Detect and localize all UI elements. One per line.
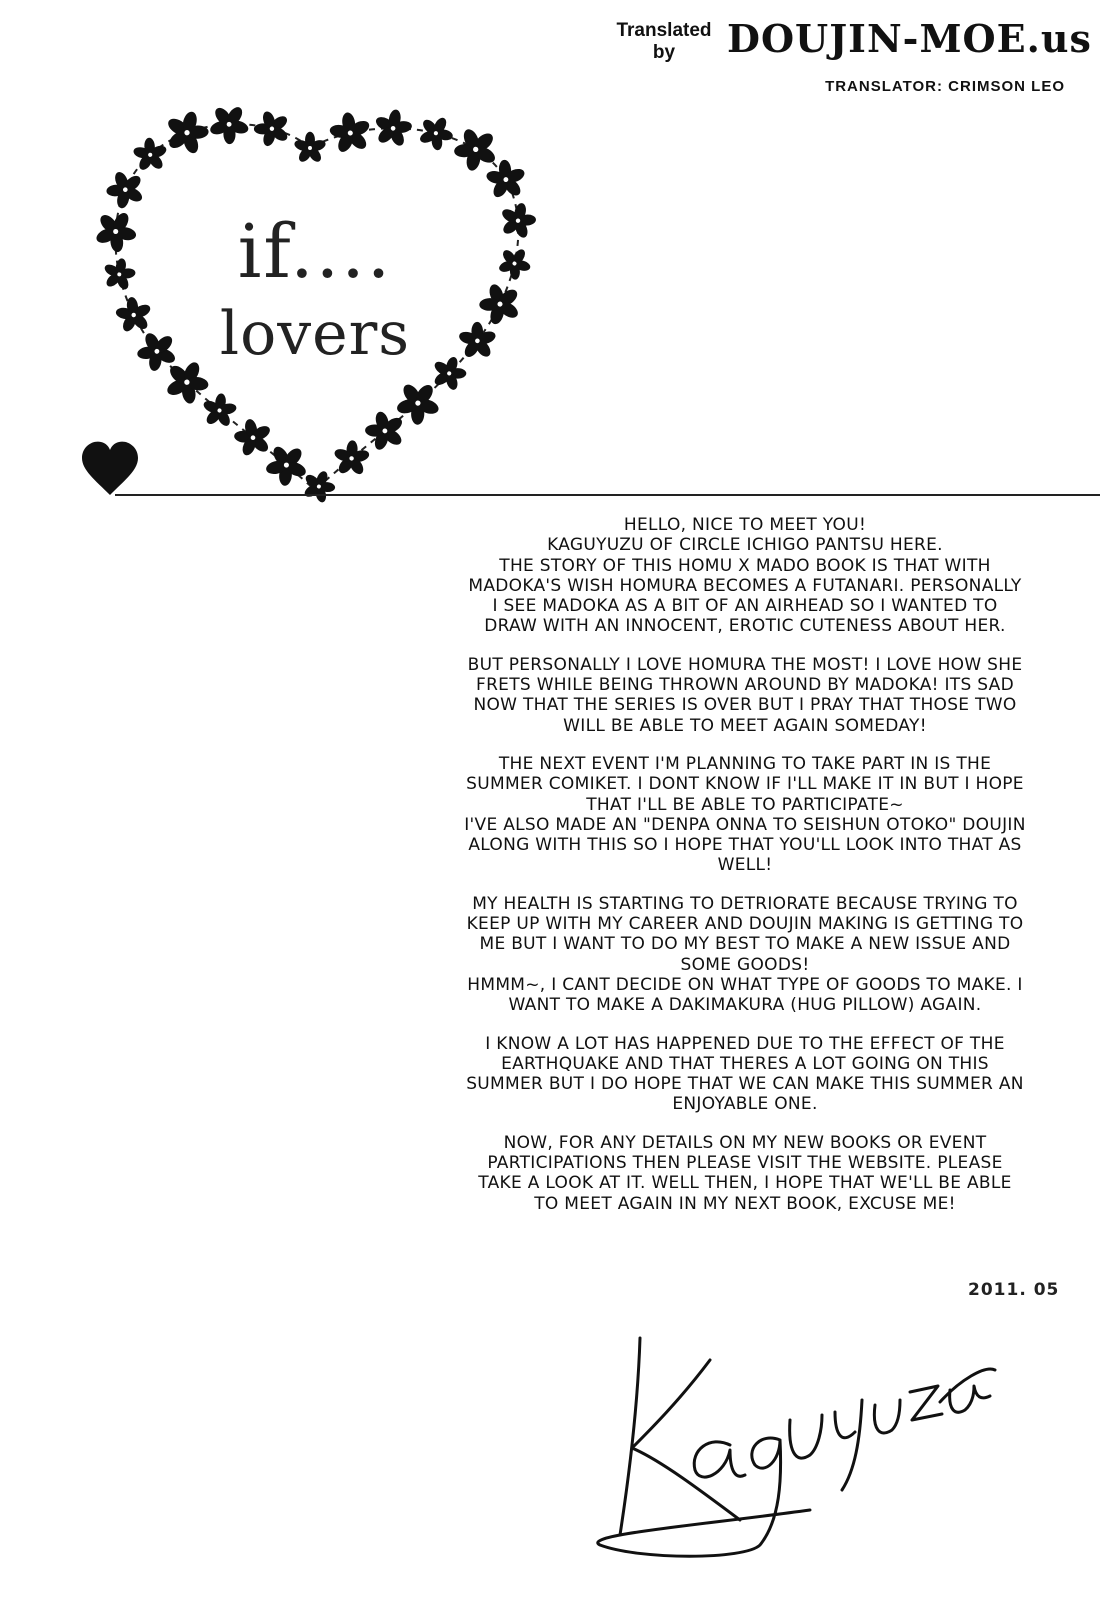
heart-icon: [82, 442, 138, 495]
handwritten-signature: [580, 1320, 1000, 1560]
translator-name: TRANSLATOR: CRIMSON LEO: [825, 78, 1065, 95]
flower-icon: [195, 386, 244, 435]
message-paragraph: HELLO, NICE TO MEET YOU! KAGUYUZU OF CIRCLE ICHIGO PANTSU HERE. THE STORY OF THIS HOMU X MADO BOOK IS THAT WITH MADOKA'S WISH HOMURA BECOMES A FUTANARI. PERSONALLY I SEE MADOKA AS A BIT OF AN AIRHEAD SO I WANTED TO DRAW WITH AN INNOCENT, EROTIC CUTENESS ABOUT HER.: [468, 515, 1022, 637]
message-paragraph: MY HEALTH IS STARTING TO DETRIORATE BECAUSE TRYING TO KEEP UP WITH MY CAREER AND DOUJIN MAKING IS GETTING TO ME BUT I WANT TO DO MY BEST TO MAKE A NEW ISSUE AND SOME GOODS! HMMM~, I CANT DECIDE ON WHAT TYPE OF GOODS TO MAKE. I WANT TO MAKE A DAKIMAKURA (HUG PILLOW) AGAIN.: [466, 893, 1024, 1016]
flower-icon: [499, 201, 537, 241]
flower-icon: [413, 110, 459, 157]
flower-icon: [293, 132, 327, 164]
credit-site-logo: DOUJIN-MOE.us: [727, 16, 1092, 61]
flower-icon: [126, 131, 174, 179]
message-paragraph: I KNOW A LOT HAS HAPPENED DUE TO THE EFFECT OF THE EARTHQUAKE AND THAT THERES A LOT GOING ON THIS SUMMER BUT I DO HOPE THAT WE CAN MAKE THIS SUMMER AN ENJOYABLE ONE.: [466, 1033, 1024, 1115]
credit-prefix: Translated by: [616, 20, 712, 63]
title: [205, 210, 425, 374]
flower-icon: [326, 109, 375, 156]
flower-icon: [492, 241, 538, 286]
flower-icon: [105, 168, 146, 211]
afterword-message: [420, 515, 1070, 1232]
flower-icon: [100, 255, 139, 293]
flower-icon: [109, 290, 158, 340]
title-line-1: if....: [237, 209, 393, 295]
flower-icon: [473, 277, 528, 330]
flower-icon: [395, 381, 441, 425]
flower-icon: [449, 124, 502, 175]
message-paragraph: BUT PERSONALLY I LOVE HOMURA THE MOST! I LOVE HOW SHE FRETS WHILE BEING THROWN AROUND BY MADOKA! ITS SAD NOW THAT THE SERIES IS OVER BUT I PRAY THAT THOSE TWO WILL BE ABLE TO MEET AGAIN SOMEDAY!: [467, 654, 1023, 736]
heart-wreath-illustration: [0, 0, 1119, 520]
message-paragraph: THE NEXT EVENT I'M PLANNING TO TAKE PART IN IS THE SUMMER COMIKET. I DONT KNOW IF I'LL MAKE IT IN BUT I HOPE THAT I'LL BE ABLE TO PARTICIPATE~ I'VE ALSO MADE AN "DENPA ONNA TO SEISHUN OTOKO" DOUJIN ALONG WITH THIS SO I HOPE THAT YOU'LL LOOK INTO THAT AS WELL!: [464, 753, 1026, 876]
date: 2011. 05: [968, 1280, 1060, 1300]
title-line-2: lovers: [219, 299, 411, 369]
flower-icon: [232, 416, 274, 459]
flower-icon: [158, 105, 216, 161]
message-paragraph: NOW, FOR ANY DETAILS ON MY NEW BOOKS OR EVENT PARTICIPATIONS THEN PLEASE VISIT THE WEBSITE. PLEASE TAKE A LOOK AT IT. WELL THEN, I HOPE THAT WE'LL BE ABLE TO MEET AGAIN IN MY NEXT BOOK, EXCUSE ME!: [478, 1132, 1012, 1214]
flower-icon: [330, 436, 374, 482]
flower-icon: [246, 103, 297, 155]
flower-icon: [205, 99, 254, 150]
flower-icon: [367, 102, 419, 155]
